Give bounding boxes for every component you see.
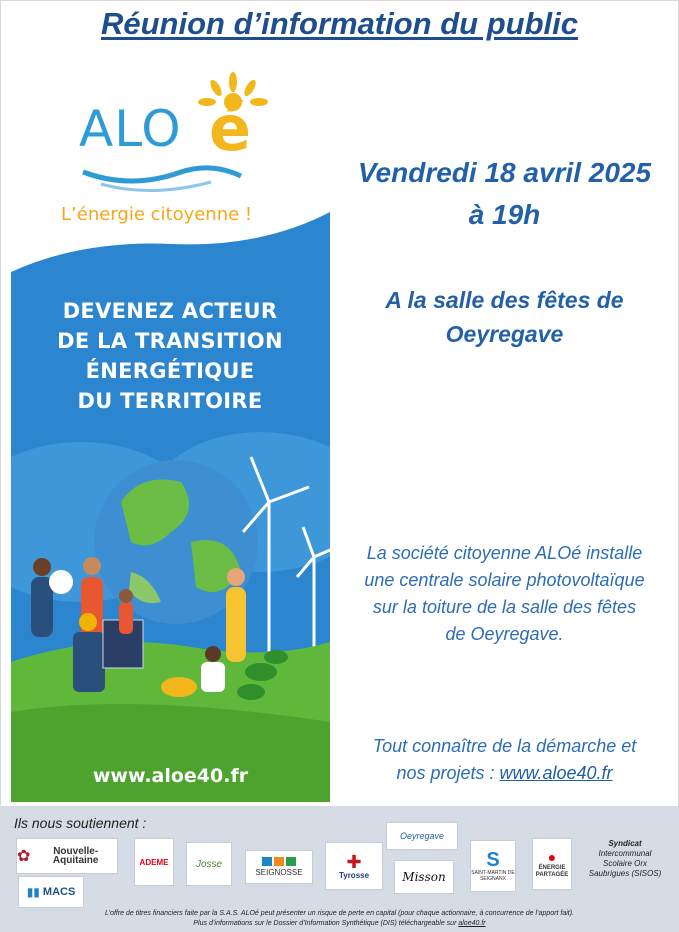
sponsors-band (0, 806, 679, 932)
logo-label: Nouvelle-Aquitaine (52, 846, 99, 866)
description-line: de Oeyregave. (445, 624, 564, 644)
aloe-logo-text: ALO (79, 100, 182, 158)
poster-headline-line: DU TERRITOIRE (77, 389, 263, 413)
logo-energie-partagee (532, 838, 572, 890)
disclaimer-line: L’offre de titres financiers faite par la S.A.S. ALOé peut présenter un risque de perte en capital (pour chaque actionnaire, à concurrence de l’apport fait). (104, 910, 574, 917)
sponsors-title: Ils nous soutiennent : (14, 815, 147, 831)
disclaimer-link[interactable]: aloe40.fr (458, 920, 486, 927)
more-info-line (330, 760, 679, 787)
logo-tyrosse (325, 842, 383, 890)
venue-line: A la salle des fêtes de (385, 287, 624, 313)
logo-label: Oeyregave (399, 830, 445, 841)
venue-line: Oeyregave (445, 321, 564, 347)
event-time: à 19h (468, 199, 541, 230)
poster-headline-line: ÉNERGÉTIQUE (85, 359, 255, 383)
logo-label: ADEME (139, 857, 169, 867)
logo-nouvelle-aquitaine (16, 838, 118, 874)
sisos-line: Intercommunal (598, 849, 652, 858)
sisos-line: Saubrigues (SISOS) (588, 869, 662, 878)
event-datetime (330, 152, 679, 236)
logo-label: ÉNERGIE PARTAGÉE (535, 865, 569, 878)
logo-label: MACS (42, 885, 76, 898)
event-date: Vendredi 18 avril 2025 (357, 157, 652, 188)
logo-saint-martin (470, 840, 516, 892)
logo-label: Misson (402, 869, 446, 884)
logo-misson (394, 860, 454, 894)
disclaimer-line (0, 920, 679, 927)
more-info-prefix: nos projets : (396, 763, 500, 783)
logo-macs (18, 876, 84, 908)
poster-artwork (11, 72, 330, 802)
saint-martin-icon: S (486, 849, 500, 871)
poster-headline-line: DEVENEZ ACTEUR (62, 299, 278, 323)
website-link[interactable]: www.aloe40.fr (499, 763, 613, 783)
seignosse-icon (262, 857, 296, 866)
event-description (330, 540, 679, 648)
region-emblem-icon: ✿ (17, 848, 31, 865)
tyrosse-icon: ✚ (346, 851, 362, 872)
poster-tagline: L’énergie citoyenne ! (61, 204, 253, 225)
logo-label: SAINT-MARTIN DE SEIGNANX (471, 870, 515, 882)
macs-icon: ▮▮ (26, 885, 40, 899)
logo-seignosse (245, 850, 313, 884)
description-line: La société citoyenne ALOé installe (366, 543, 643, 563)
page-title: Réunion d’information du public (100, 6, 578, 41)
event-venue (330, 283, 679, 351)
logo-label: Josse (195, 858, 223, 870)
logo-label: Tyrosse (338, 870, 370, 880)
poster-headline (25, 296, 315, 416)
sisos-label (580, 839, 670, 879)
sisos-line: Syndicat (608, 839, 642, 848)
logo-josse (186, 842, 232, 886)
energie-partagee-icon: ● (547, 849, 557, 865)
description-line: une centrale solaire photovoltaïque (364, 570, 645, 590)
sisos-line: Scolaire Orx (602, 859, 647, 868)
aloe-logo-accent: é (209, 92, 252, 165)
more-info-line: Tout connaître de la démarche et (372, 736, 637, 756)
logo-ademe (134, 838, 174, 886)
poster-panel (11, 72, 330, 802)
more-info (330, 733, 679, 787)
logo-oeyregave (386, 822, 458, 850)
description-line: sur la toiture de la salle des fêtes (372, 597, 637, 617)
disclaimer-prefix: Plus d’informations sur le Dossier d’Information Synthétique (DIS) téléchargeable sur (193, 920, 459, 927)
logo-label: SEIGNOSSE (255, 868, 303, 877)
poster-headline-line: DE LA TRANSITION (57, 329, 283, 353)
poster-url: www.aloe40.fr (92, 765, 249, 787)
